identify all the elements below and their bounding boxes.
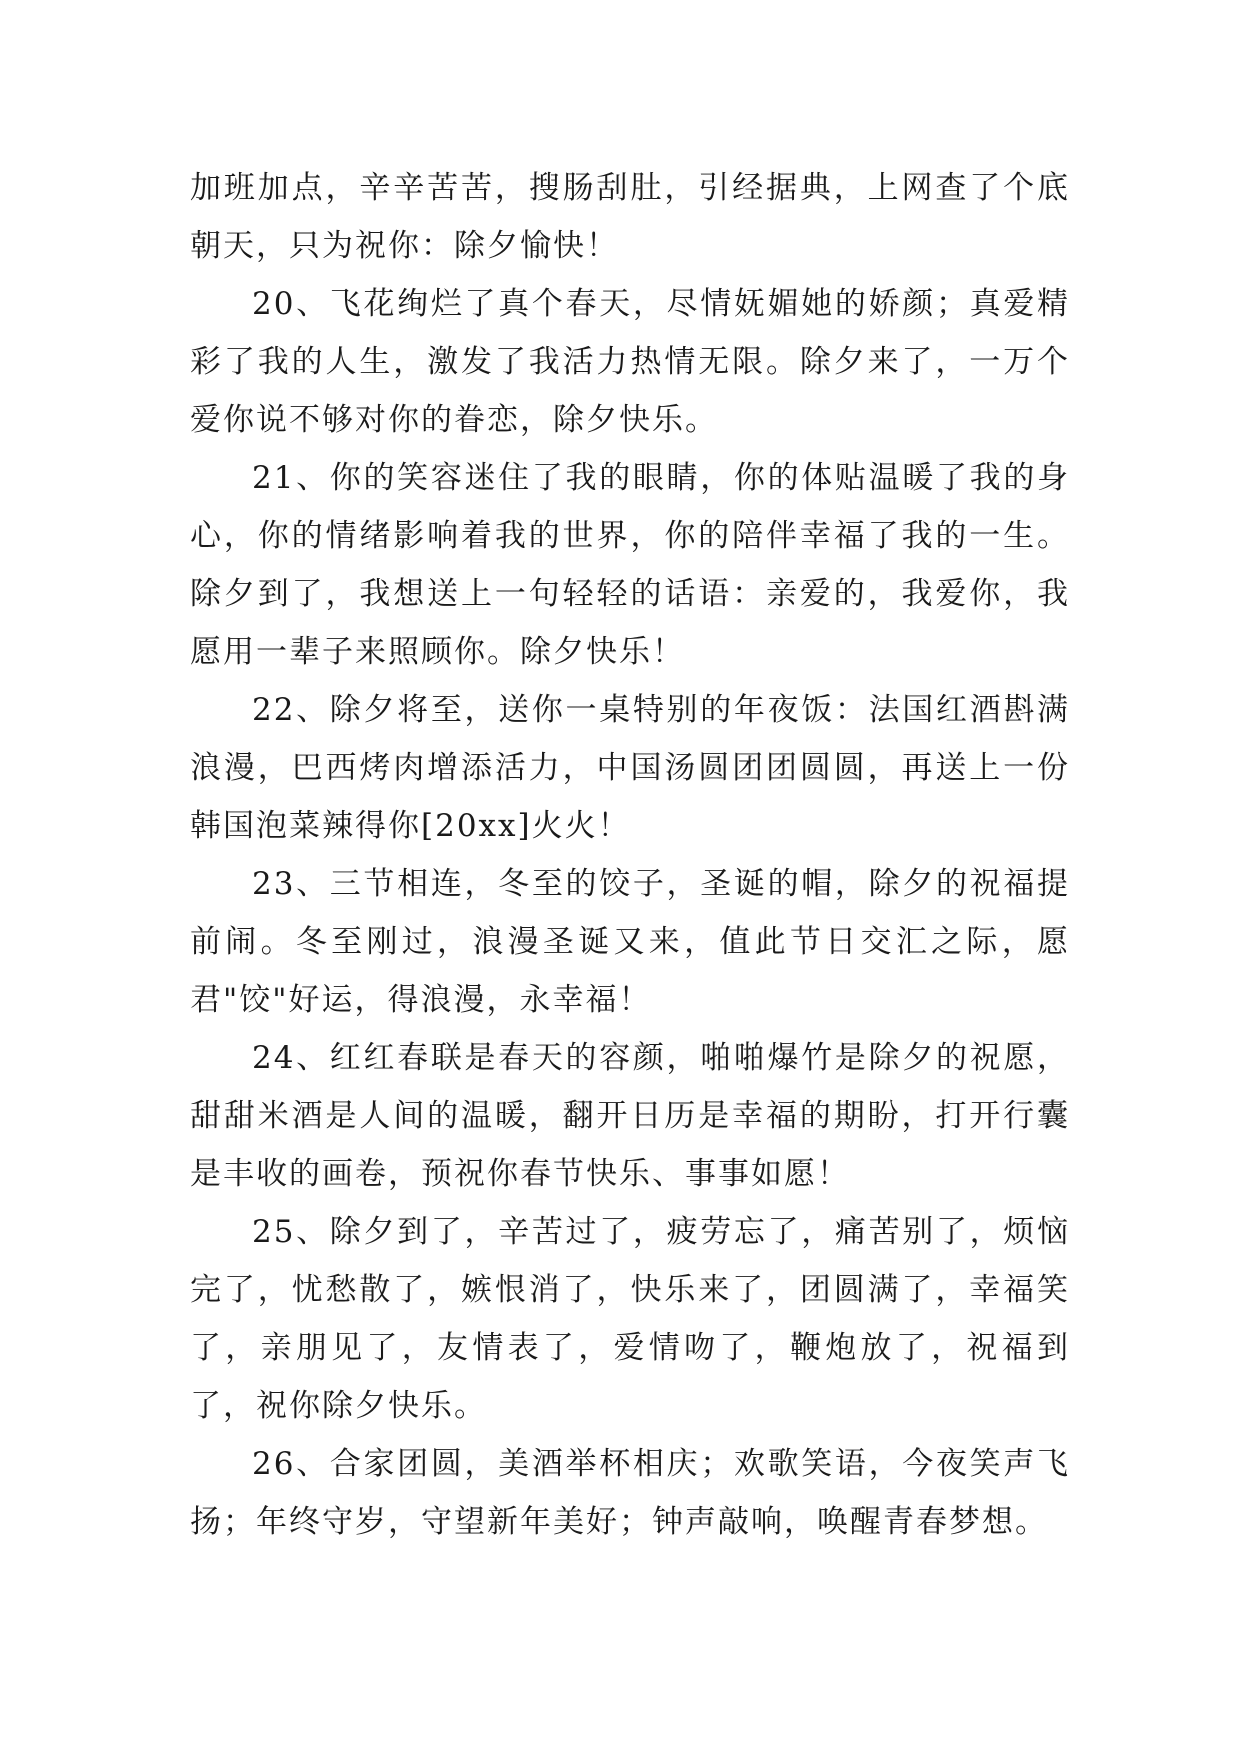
paragraph-26: 26、合家团圆，美酒举杯相庆；欢歌笑语，今夜笑声飞扬；年终守岁，守望新年美好；钟声敲响，唤醒青春梦想。 (190, 1446, 1070, 1540)
paragraph-24: 24、红红春联是春天的容颜，啪啪爆竹是除夕的祝愿，甜甜米酒是人间的温暖，翻开日历是幸福的期盼，打开行囊是丰收的画卷，预祝你春节快乐、事事如愿！ (190, 1040, 1070, 1192)
paragraph-22: 22、除夕将至，送你一桌特别的年夜饭：法国红酒斟满浪漫，巴西烤肉增添活力，中国汤圆团团圆圆，再送上一份韩国泡菜辣得你[20xx]火火！ (190, 692, 1070, 844)
paragraph-20: 20、飞花绚烂了真个春天，尽情妩媚她的娇颜；真爱精彩了我的人生，激发了我活力热情无限。除夕来了，一万个爱你说不够对你的眷恋，除夕快乐。 (190, 286, 1070, 438)
paragraph-23: 23、三节相连，冬至的饺子，圣诞的帽，除夕的祝福提前闹。冬至刚过，浪漫圣诞又来，值此节日交汇之际，愿君"饺"好运，得浪漫，永幸福！ (190, 866, 1070, 1018)
document-body (190, 159, 1070, 1551)
paragraph-21: 21、你的笑容迷住了我的眼睛，你的体贴温暖了我的身心，你的情绪影响着我的世界，你的陪伴幸福了我的一生。除夕到了，我想送上一句轻轻的话语：亲爱的，我爱你，我愿用一辈子来照顾你。除夕快乐！ (190, 460, 1070, 670)
paragraph-continuation: 加班加点，辛辛苦苦，搜肠刮肚，引经据典，上网查了个底朝天，只为祝你：除夕愉快！ (190, 170, 1070, 264)
paragraph-25: 25、除夕到了，辛苦过了，疲劳忘了，痛苦别了，烦恼完了，忧愁散了，嫉恨消了，快乐来了，团圆满了，幸福笑了，亲朋见了，友情表了，爱情吻了，鞭炮放了，祝福到了，祝你除夕快乐。 (190, 1214, 1070, 1424)
